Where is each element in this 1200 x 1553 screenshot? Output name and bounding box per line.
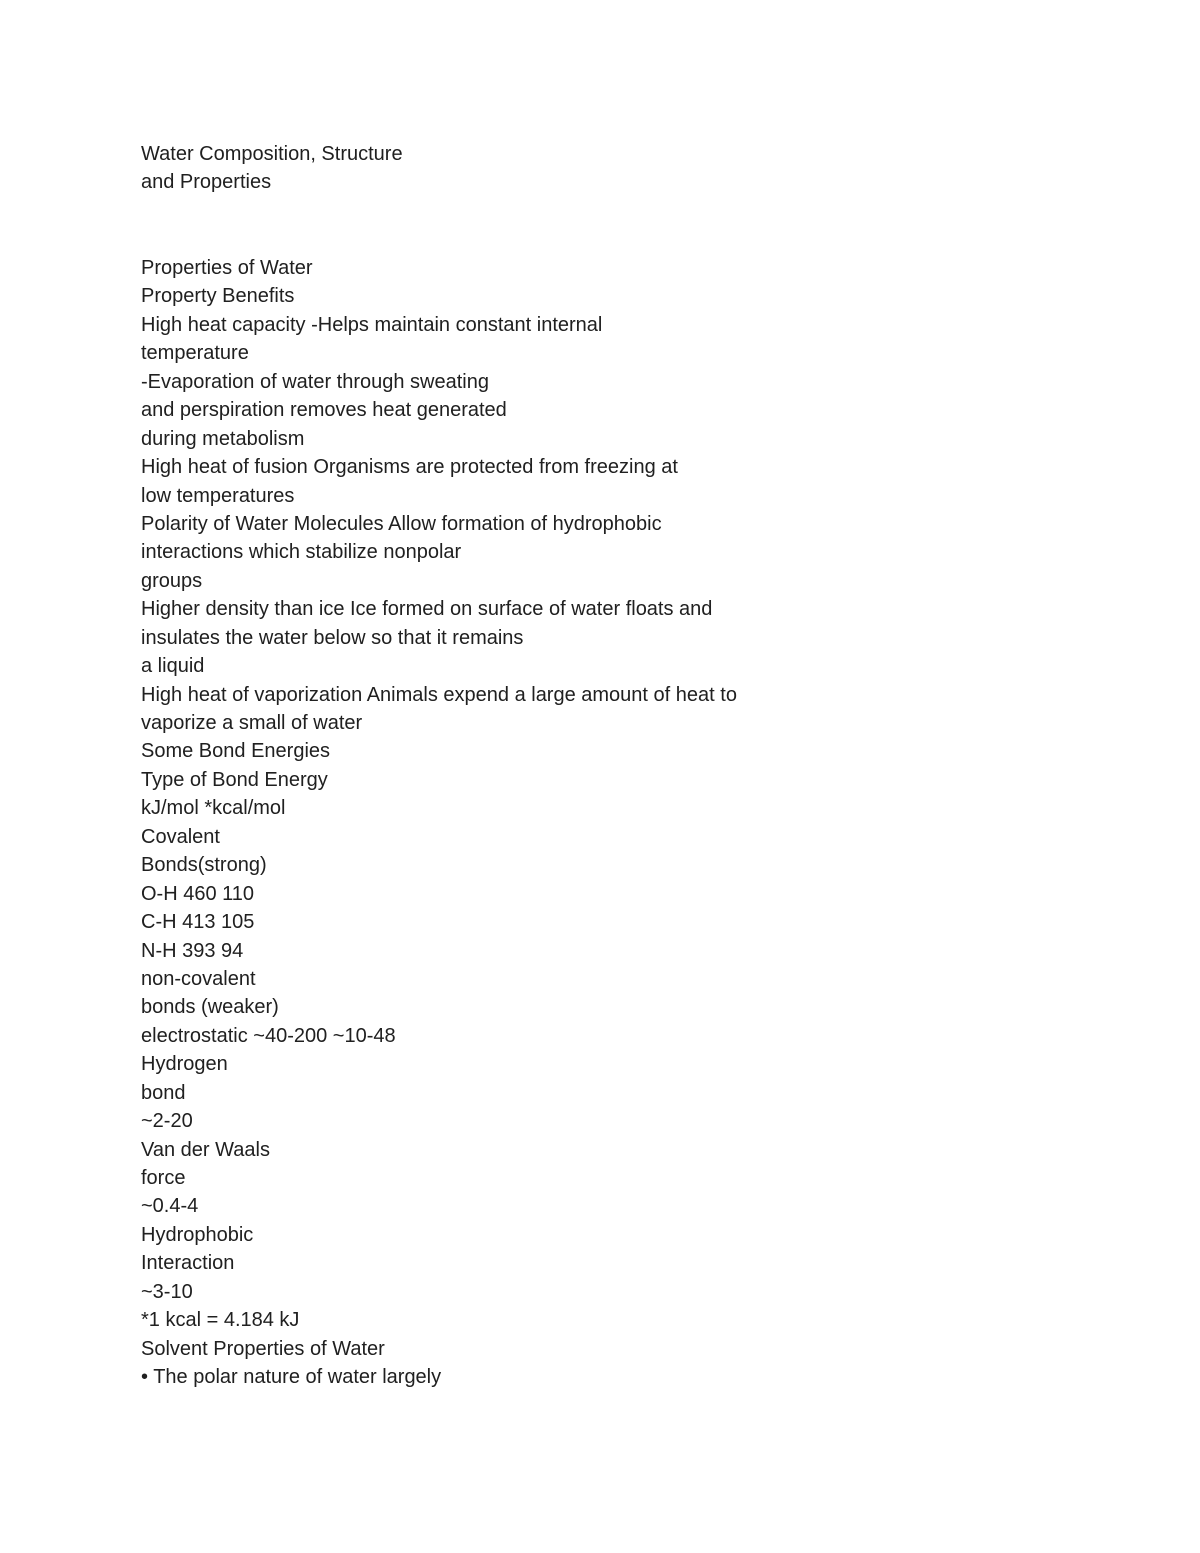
body-line: -Evaporation of water through sweating [141, 370, 489, 393]
body-line: bond [141, 1081, 186, 1104]
body-line: low temperatures [141, 484, 295, 507]
body-line: High heat of vaporization Animals expend a large amount of heat to [141, 683, 737, 706]
body-line: non-covalent [141, 967, 256, 990]
body-line: • The polar nature of water largely [141, 1366, 442, 1389]
body-line: O-H 460 110 [141, 882, 255, 905]
body-line: vaporize a small of water [141, 712, 363, 734]
body-line: Hydrogen [141, 1053, 228, 1076]
body-line: temperature [141, 342, 249, 365]
document-body [141, 254, 1121, 1392]
body-line: Hydrophobic [141, 1223, 254, 1246]
title-line: Water Composition, Structure [141, 143, 403, 165]
body-line: Van der Waals [141, 1138, 270, 1161]
body-line: ~0.4-4 [141, 1195, 199, 1218]
body-line: bonds (weaker) [141, 996, 279, 1019]
body-line: electrostatic ~40-200 ~10-48 [141, 1024, 396, 1047]
body-line: Properties of Water [141, 257, 313, 279]
body-line: N-H 393 94 [141, 939, 244, 962]
body-line: Polarity of Water Molecules Allow formation of hydrophobic [141, 512, 662, 535]
body-line: Property Benefits [141, 285, 295, 308]
document-title [141, 140, 1121, 197]
body-line: interactions which stabilize nonpolar [141, 541, 462, 564]
body-line: Some Bond Energies [141, 740, 331, 763]
body-line: groups [141, 569, 203, 592]
body-line: Interaction [141, 1252, 235, 1275]
body-line: High heat capacity -Helps maintain constant internal [141, 313, 603, 336]
title-line: and Properties [141, 171, 272, 194]
body-line: a liquid [141, 655, 205, 678]
body-line: Higher density than ice Ice formed on surface of water floats and [141, 598, 713, 621]
body-line: Type of Bond Energy [141, 768, 328, 791]
body-line: C-H 413 105 [141, 911, 255, 934]
body-line: insulates the water below so that it remains [141, 626, 524, 649]
body-line: Covalent [141, 825, 220, 848]
body-line: force [141, 1167, 186, 1189]
body-line: during metabolism [141, 427, 305, 450]
body-line: *1 kcal = 4.184 kJ [141, 1309, 300, 1332]
body-line: kJ/mol *kcal/mol [141, 797, 286, 820]
body-line: High heat of fusion Organisms are protected from freezing at [141, 456, 678, 479]
body-line: ~3-10 [141, 1280, 193, 1303]
body-line: and perspiration removes heat generated [141, 399, 507, 422]
body-line: Solvent Properties of Water [141, 1337, 385, 1360]
body-line: Bonds(strong) [141, 854, 267, 877]
body-line: ~2-20 [141, 1110, 193, 1133]
